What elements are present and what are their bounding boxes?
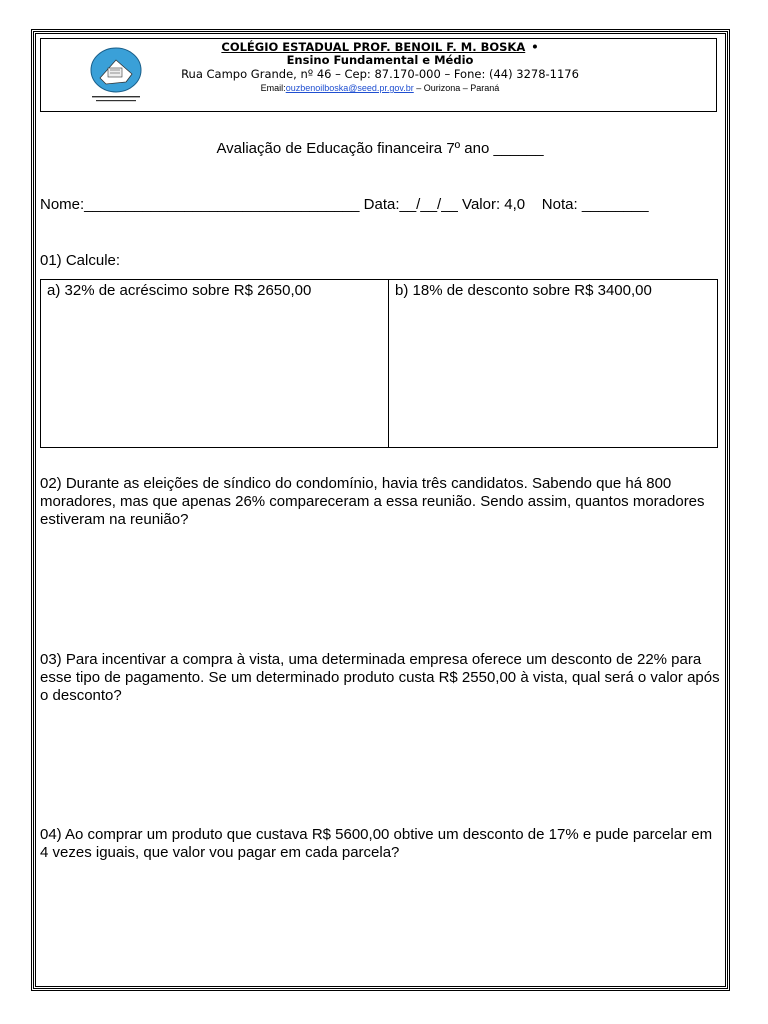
header-bullet: • bbox=[531, 40, 539, 54]
student-info-line[interactable]: Nome:_________________________________ Data:__/__/__ Valor: 4,0 Nota: ________ bbox=[40, 196, 649, 213]
question-1-prompt: 01) Calcule: bbox=[40, 252, 121, 269]
question-4: 04) Ao comprar um produto que custava R$ 5600,00 obtive um desconto de 17% e pude parcelar em 4 vezes iguais, que valor vou pagar em cada parcela? bbox=[40, 826, 713, 861]
answer-cell-b[interactable]: b) 18% de desconto sobre R$ 3400,00 bbox=[395, 282, 652, 299]
exam-title: Avaliação de Educação financeira 7º ano ______ bbox=[216, 140, 544, 157]
email-link[interactable]: ouzbenoilboska@seed.pr.gov.br bbox=[285, 83, 414, 93]
school-logo-icon bbox=[86, 46, 146, 108]
email-line bbox=[140, 83, 620, 93]
calculation-table bbox=[40, 279, 718, 448]
answer-cell-a[interactable]: a) 32% de acréscimo sobre R$ 2650,00 bbox=[41, 280, 389, 447]
email-label: Email: bbox=[260, 83, 286, 93]
school-name: COLÉGIO ESTADUAL PROF. BENOIL F. M. BOSKA • bbox=[221, 40, 539, 54]
school-address: Rua Campo Grande, nº 46 – Cep: 87.170-000 – Fone: (44) 3278-1176 bbox=[181, 67, 579, 81]
location-text: – Ourizona – Paraná bbox=[413, 83, 500, 93]
school-subtitle: Ensino Fundamental e Médio bbox=[286, 53, 474, 67]
question-3: 03) Para incentivar a compra à vista, uma determinada empresa oferece um desconto de 22% para esse tipo de pagamento. Se um determinado produto custa R$ 2550,00 à vista, qual será o valor após o desconto? bbox=[40, 651, 720, 704]
question-2: 02) Durante as eleições de síndico do condomínio, havia três candidatos. Sabendo que há 800 moradores, mas que apenas 26% compareceram a essa reunião. Sendo assim, quantos moradores estiveram na reunião? bbox=[40, 475, 705, 528]
